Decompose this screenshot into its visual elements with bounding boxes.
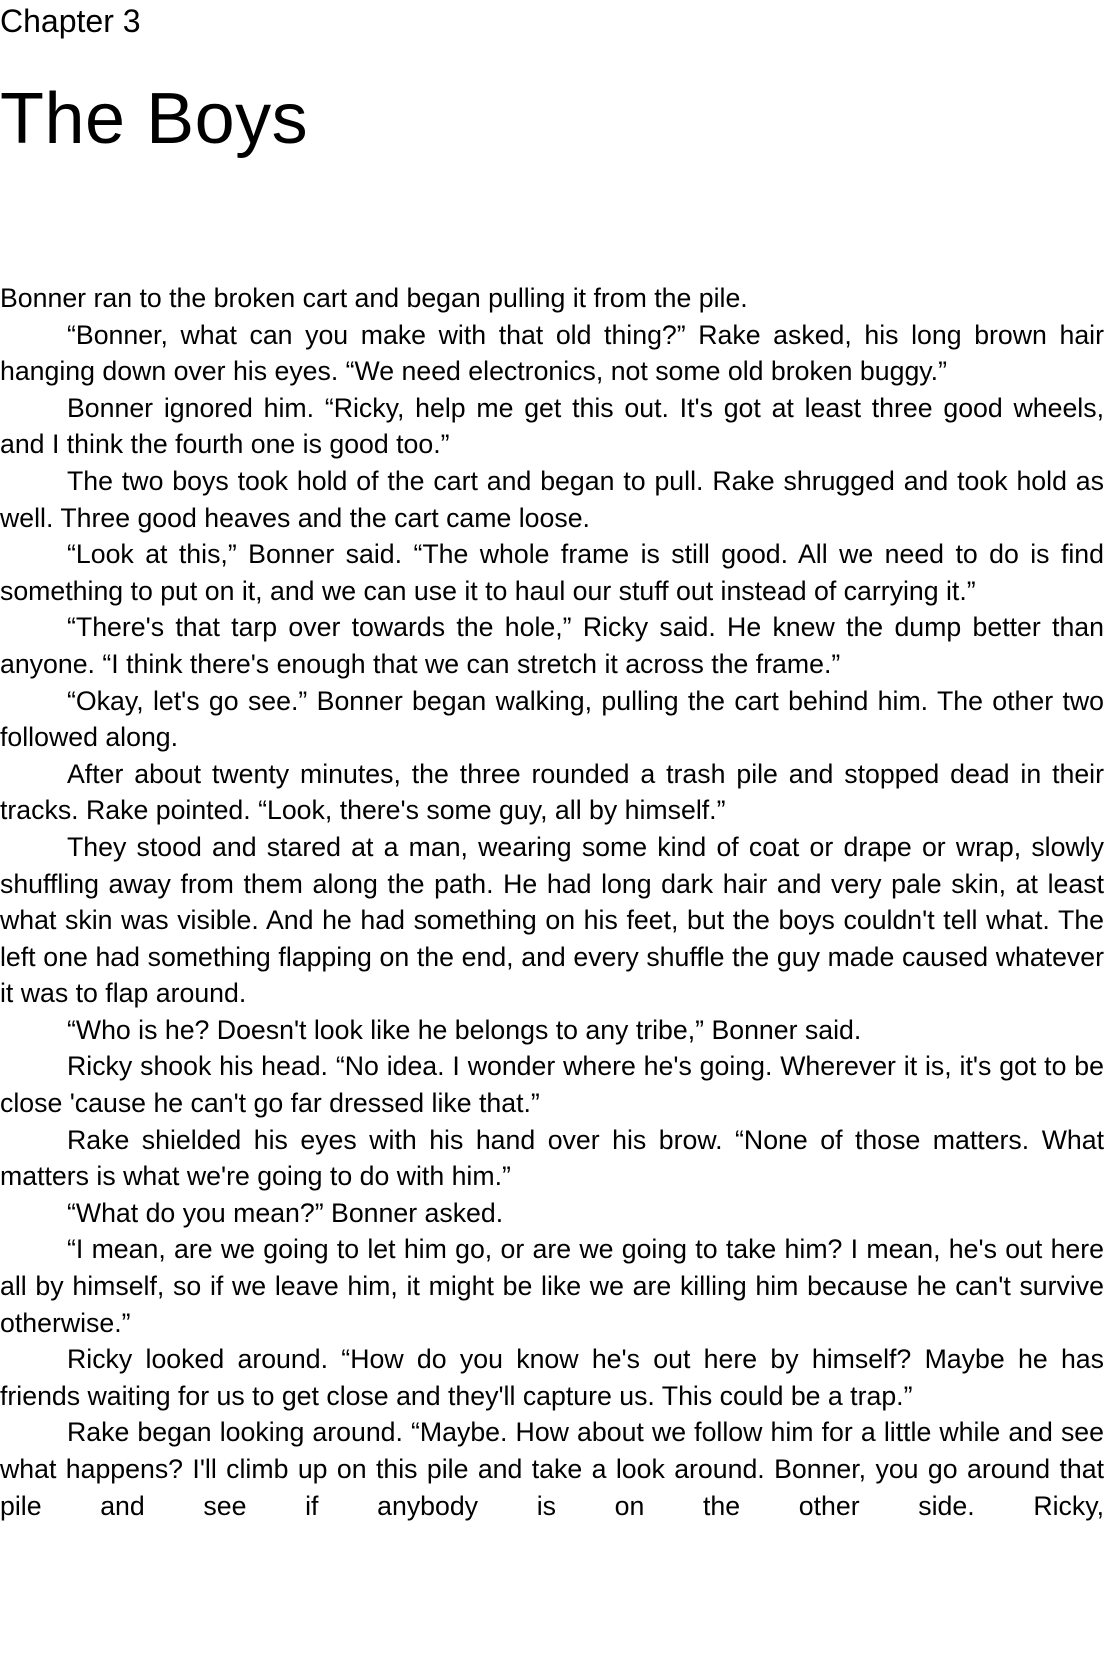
paragraph: Bonner ran to the broken cart and began pulling it from the pile. [0,283,748,313]
paragraph: “Who is he? Doesn't look like he belongs to any tribe,” Bonner said. [67,1014,862,1045]
chapter-title: The Boys [0,79,309,159]
paragraph: They stood and stared at a man, wearing some kind of coat or drape or wrap, slowly shuffling away from them along the path. He had long dark hair and very pale skin, at least what skin was visible. And he had something on his feet, but the boys couldn't tell what. The left one had something flapping on the end, and every shuffle the guy made caused whatever it was to flap around. [0,831,1104,1009]
paragraph: After about twenty minutes, the three rounded a trash pile and stopped dead in their tracks. Rake pointed. “Look, there's some guy, all by himself.” [0,758,1104,826]
paragraph: “There's that tarp over towards the hole,” Ricky said. He knew the dump better than anyone. “I think there's enough that we can stretch it across the frame.” [0,612,1104,679]
paragraph: “Look at this,” Bonner said. “The whole frame is still good. All we need to do is find something to put on it, and we can use it to haul our stuff out instead of carrying it.” [0,539,1104,606]
paragraph: Rake began looking around. “Maybe. How about we follow him for a little while and see what happens? I'll climb up on this pile and take a look around. Bonner, you go around that pile and see if anybody is on the other side. Ricky, [0,1417,1104,1521]
paragraph: “Okay, let's go see.” Bonner began walking, pulling the cart behind him. The other two followed along. [0,685,1104,753]
chapter-label: Chapter 3 [0,3,141,39]
paragraph: “What do you mean?” Bonner asked. [67,1197,504,1228]
paragraph: Rake shielded his eyes with his hand over his brow. “None of those matters. What matters is what we're going to do with him.” [0,1124,1104,1192]
paragraph: Bonner ignored him. “Ricky, help me get this out. It's got at least three good wheels, and I think the fourth one is good too.” [0,392,1104,460]
chapter-body [0,280,1104,1524]
paragraph: The two boys took hold of the cart and began to pull. Rake shrugged and took hold as well. Three good heaves and the cart came loose. [0,465,1104,533]
paragraph: “Bonner, what can you make with that old thing?” Rake asked, his long brown hair hanging down over his eyes. “We need electronics, not some old broken buggy.” [0,319,1104,387]
paragraph: Ricky looked around. “How do you know he's out here by himself? Maybe he has friends waiting for us to get close and they'll capture us. This could be a trap.” [0,1344,1104,1411]
paragraph: “I mean, are we going to let him go, or are we going to take him? I mean, he's out here all by himself, so if we leave him, it might be like we are killing him because he can't survive otherwise.” [0,1234,1104,1338]
paragraph: Ricky shook his head. “No idea. I wonder where he's going. Wherever it is, it's got to be close 'cause he can't go far dressed like that.” [0,1051,1104,1119]
